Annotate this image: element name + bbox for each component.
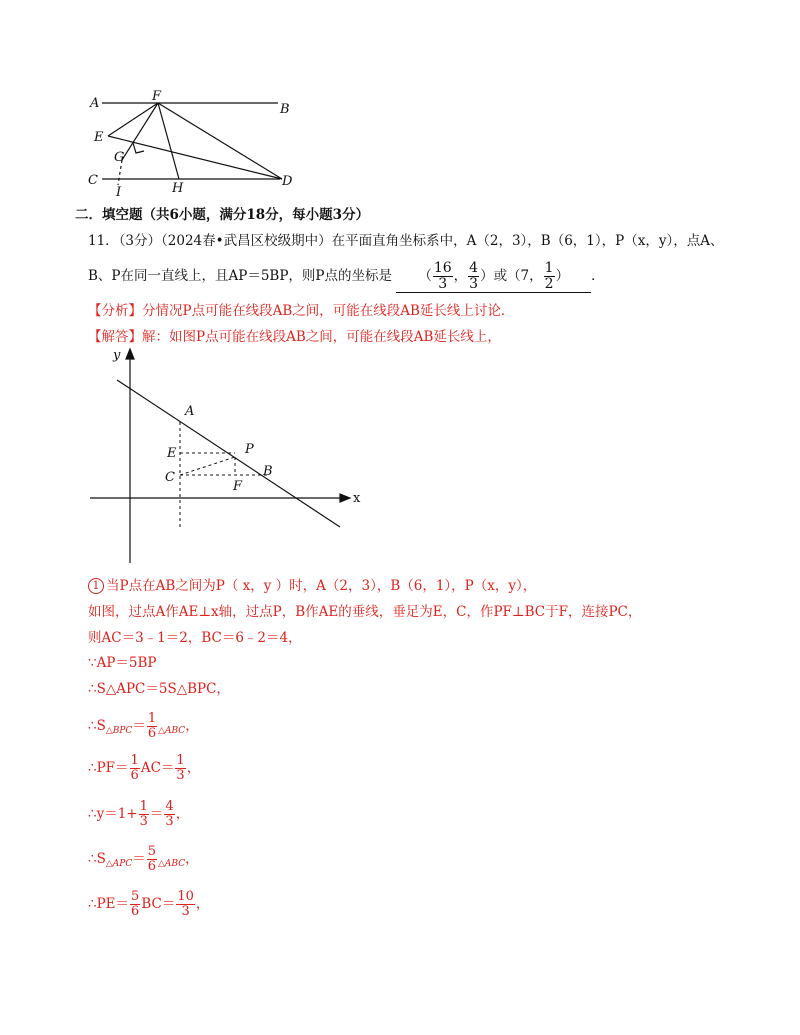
- circled-number: 1: [88, 578, 104, 594]
- analysis-line: [88, 302, 514, 320]
- fig2-label-B: B: [263, 464, 273, 479]
- step-1: 1 当P点在AB之间为P（ x，y ）时，A（2，3），B（6，1），P（x，y），: [88, 577, 536, 595]
- fig1-label-F: F: [152, 89, 162, 104]
- solution-tag: 【解答】: [88, 329, 142, 345]
- solution-line: [88, 328, 501, 346]
- fig1-label-G: G: [114, 150, 125, 165]
- analysis-text: 分情况P点可能在线段AB之间，可能在线段AB延长线上讨论．: [142, 303, 515, 319]
- fig1-label-B: B: [280, 102, 290, 117]
- fig2-label-P: P: [245, 442, 254, 457]
- fig1-label-A: A: [90, 96, 100, 111]
- analysis-tag: 【分析】: [88, 303, 142, 319]
- fig1-label-H: H: [172, 181, 184, 196]
- answer-blank: （ $\frac{16}{3}$ ， $\frac{4}{3}$ ）或（7， $\frac{1}{2}$ ）: [396, 260, 591, 293]
- fig2-label-E: E: [167, 446, 177, 461]
- fig2-label-C: C: [165, 470, 175, 485]
- step-7: ∴PF＝ $\frac{1}{6}$ AC＝ $\frac{1}{3}$ ，: [88, 753, 201, 783]
- fig1-label-C: C: [88, 173, 98, 188]
- step-5: ∴S△APC＝5S△BPC，: [88, 681, 230, 697]
- fig1-label-E: E: [94, 130, 104, 145]
- step-2: 如图，过点A作AE⊥x轴，过点P，B作AE的垂线，垂足为E，C，作PF⊥BC于F，连接PC，: [88, 604, 642, 620]
- question-text-2: B、P在同一直线上，且AP＝5BP，则P点的坐标是: [88, 268, 393, 284]
- question-score: （3分）: [118, 233, 162, 249]
- step-3: 则AC＝3﹣1＝2，BC＝6﹣2＝4，: [88, 630, 302, 646]
- step-10: ∴PE＝ $\frac{5}{6}$ BC＝ $\frac{10}{3}$ ，: [88, 889, 210, 919]
- question-number: 11．: [88, 233, 119, 249]
- geometry-figure-1: [80, 88, 310, 198]
- step-6: $\therefore S_{\triangle BPC}=$ $\frac{1}{6}$ $_{\triangle ABC}$，: [88, 711, 199, 741]
- question-source: （2024春•武昌区校级期中）: [161, 233, 332, 249]
- step-4: ∵AP＝5BP: [88, 655, 157, 671]
- fig2-label-A: A: [185, 404, 195, 419]
- coordinate-figure-2: [85, 345, 375, 567]
- question-11-line-1: [88, 232, 723, 250]
- step-9: $\therefore S_{\triangle APC}=$ $\frac{5}{6}$ $_{\triangle ABC}$，: [88, 844, 199, 874]
- step-8: ∴y＝1+ $\frac{1}{3}$ ＝ $\frac{4}{3}$ ，: [88, 799, 190, 829]
- fig2-label-x: x: [353, 491, 361, 506]
- section-header: 二．填空题（共6小题，满分18分，每小题3分）: [75, 207, 370, 223]
- solution-text: 解：如图P点可能在线段AB之间，可能在线段AB延长线上，: [142, 329, 501, 345]
- fig2-label-y: y: [113, 348, 121, 363]
- fig2-label-F: F: [233, 479, 243, 494]
- fig1-label-D: D: [282, 174, 293, 189]
- question-11-line-2: B、P在同一直线上，且AP＝5BP，则P点的坐标是 （ $\frac{16}{3}$ ， $\frac{4}{3}$ ）或（7， $\frac{1}{2}$ ） ．: [88, 260, 605, 292]
- question-text-1: 在平面直角坐标系中，A（2，3），B（6，1），P（x，y），点A、: [331, 233, 724, 249]
- fig1-label-I: I: [116, 185, 122, 198]
